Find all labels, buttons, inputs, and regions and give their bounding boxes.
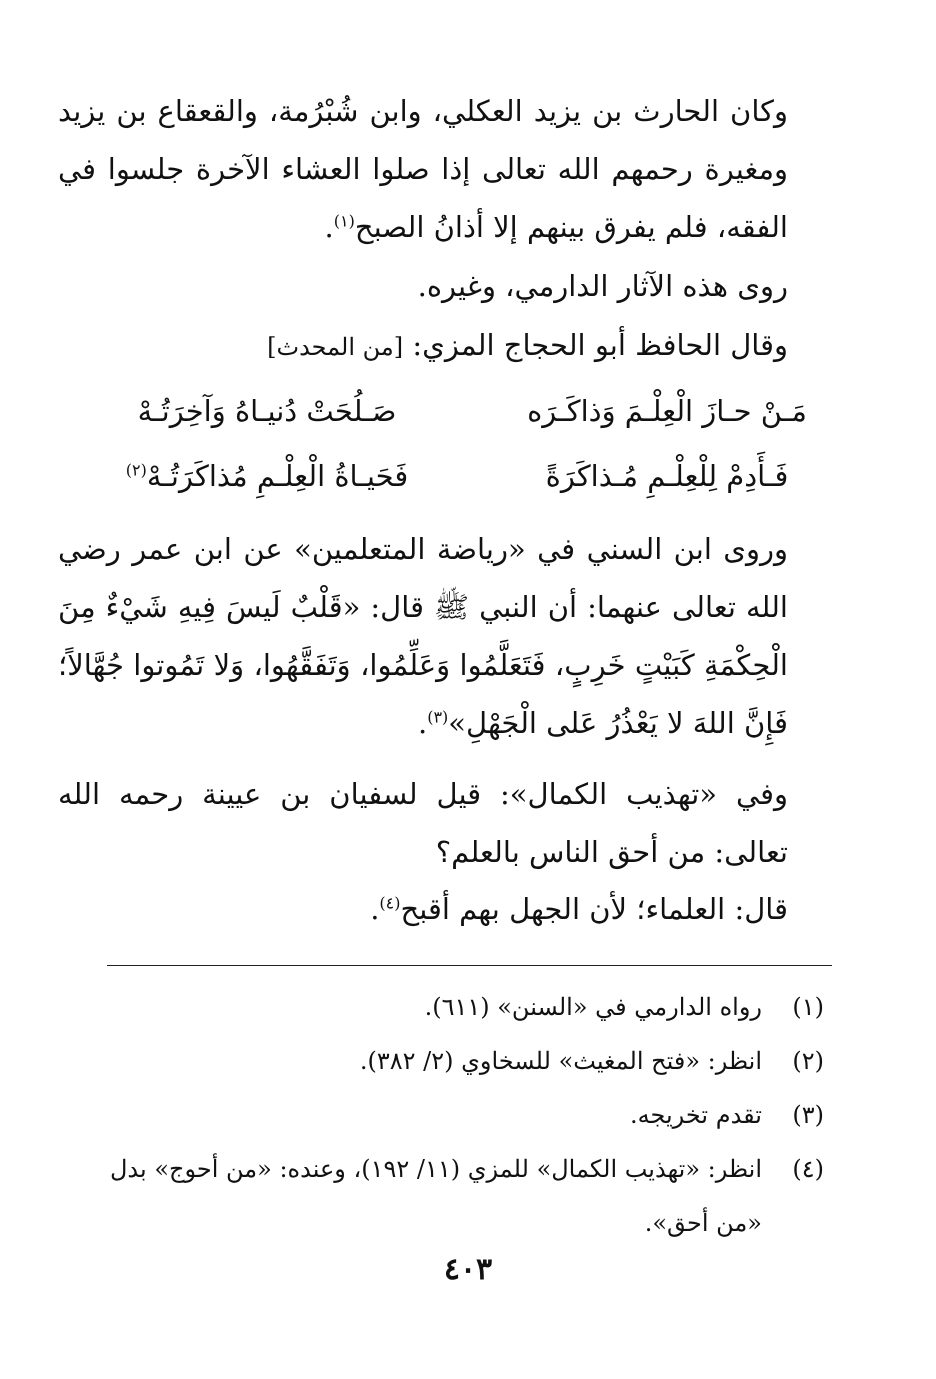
verse-1-second-hemistich: صَـلُحَتْ دُنيـاهُ وَآخِرَتُـهْ — [137, 394, 397, 428]
paragraph-text: وكان الحارث بن يزيد العكلي، وابن شُبْرُمة، والقعقاع بن يزيد ومغيرة رحمهم الله تعالى إذا صلوا العشاء الآخرة جلسوا في الفقه، فلم يفرق بينهم إلا أذانُ الصبح — [58, 94, 788, 244]
paragraph-tahdhib — [58, 765, 832, 881]
paragraph-narration — [58, 257, 832, 315]
verse-2-first-hemistich: فَـأَدِمْ لِلْعِلْـمِ مُـذاكَرَةً — [545, 459, 789, 493]
meter-tag: [من المحدث] — [267, 333, 404, 361]
footnote-item — [102, 980, 832, 1034]
footnote-number: (٣) — [792, 1101, 824, 1129]
paragraph-answer — [58, 880, 832, 938]
footnote-text: تقدم تخريجه. — [630, 1101, 762, 1129]
footnote-number: (٤) — [792, 1155, 824, 1183]
paragraph-mizzi-intro — [58, 316, 832, 376]
paragraph-text: وروى ابن السني في «رياضة المتعلمين» عن ابن عمر رضي الله تعالى عنهما: أن النبي ﷺ قال: «قَلْبٌ لَيسَ فِيهِ شَيْءٌ مِنَ الْحِكْمَةِ كَبَيْتٍ خَرِبٍ، فَتَعَلَّمُوا وَعَلِّمُوا، وَتَفَقَّهُوا، وَلا تَمُوتوا جُهَّالاً؛ فَإِنَّ اللهَ لا يَعْذُرُ عَلى الْجَهْلِ» — [58, 532, 788, 740]
footnote-ref-1[interactable]: (١) — [333, 211, 355, 231]
footnote-ref-2[interactable]: (٢) — [125, 460, 147, 480]
footnote-text: رواه الدارمي في «السنن» (٦١١). — [424, 993, 762, 1021]
footnote-text: انظر: «تهذيب الكمال» للمزي (١١/ ١٩٢)، وعنده: «من أحوج» بدل «من أحق». — [109, 1155, 762, 1237]
paragraph-end: . — [370, 892, 380, 926]
footnote-divider — [107, 965, 832, 966]
footnote-ref-3[interactable]: (٣) — [427, 707, 449, 727]
footnote-item — [102, 1142, 832, 1250]
verse-2-second-hemistich — [102, 447, 432, 505]
footnote-text: انظر: «فتح المغيث» للسخاوي (٢/ ٣٨٢). — [359, 1047, 762, 1075]
paragraph-hadith — [58, 520, 832, 752]
verse-2-second-text: فَحَيـاةُ الْعِلْـمِ مُذاكَرَتُـهْ — [146, 459, 409, 493]
paragraph-text: قال: العلماء؛ لأن الجهل بهم أقبح — [400, 892, 788, 926]
paragraph-text: وقال الحافظ أبو الحجاج المزي: — [412, 328, 788, 362]
footnote-item — [102, 1034, 832, 1088]
paragraph-end: . — [324, 210, 334, 244]
footnote-number: (١) — [792, 993, 824, 1021]
footnote-ref-4[interactable]: (٤) — [379, 893, 401, 913]
paragraph-end: . — [417, 706, 428, 740]
poem-verse-2 — [102, 447, 832, 505]
page-number: ٤٠٣ — [443, 1252, 493, 1287]
paragraph-scholars-gathering — [58, 82, 832, 256]
paragraph-text: وفي «تهذيب الكمال»: قيل لسفيان بن عيينة رحمه الله تعالى: من أحق الناس بالعلم؟ — [58, 777, 788, 869]
footnotes-section — [102, 980, 832, 1250]
footnote-number: (٢) — [792, 1047, 824, 1075]
footnote-item — [102, 1088, 832, 1142]
poem-verse-1 — [102, 382, 832, 440]
verse-1-first-hemistich: مَـنْ حـازَ الْعِلْـمَ وَذاكَـرَه — [527, 394, 807, 428]
paragraph-text: روى هذه الآثار الدارمي، وغيره. — [417, 269, 788, 303]
